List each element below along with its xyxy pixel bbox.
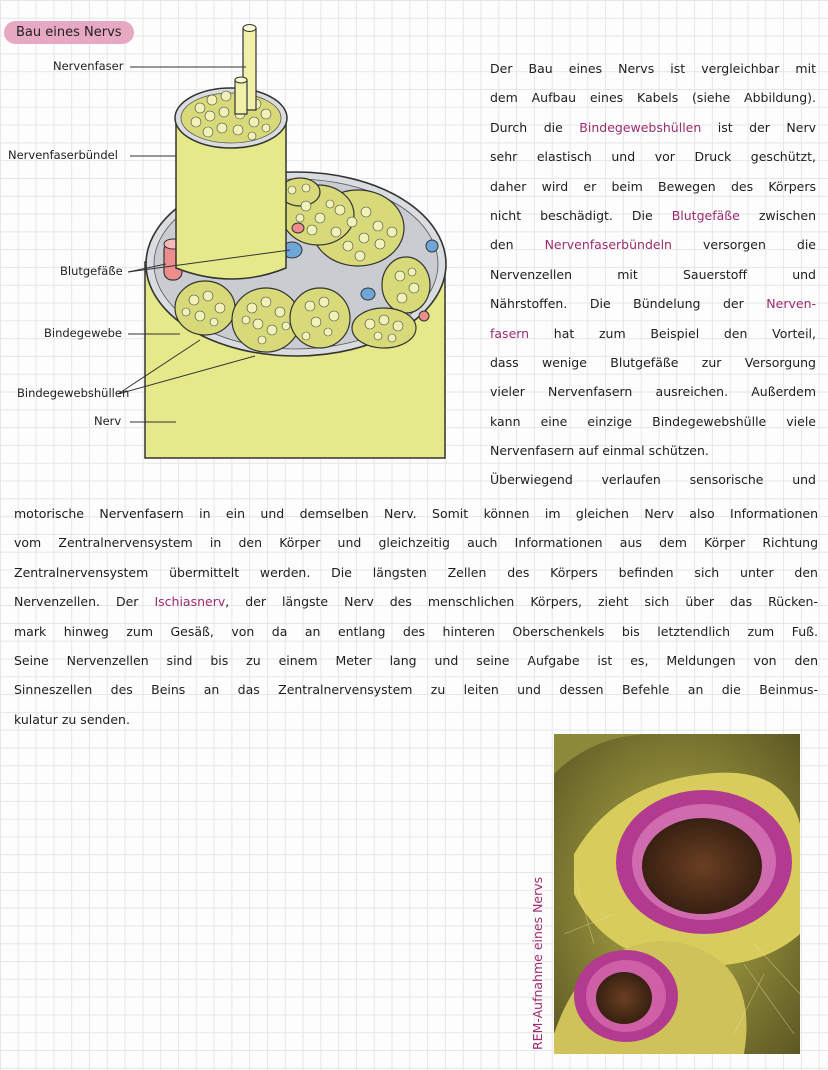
text-line: Der Bau eines Nervs ist vergleichbar mit	[490, 61, 816, 76]
label-nervenfaser: Nervenfaser	[53, 59, 124, 73]
paragraph-full	[14, 499, 818, 734]
text-line: Durch die Bindegewebshüllen ist der Nerv	[490, 119, 816, 135]
text-line: Nervenzellen. Der Ischiasnerv, der längste Nerv des menschlichen Körpers, zieht sich über das Rücken-	[14, 594, 818, 610]
label-blutgefaesse: Blutgefäße	[60, 264, 123, 278]
text-line: Überwiegend verlaufen sensorische und	[490, 472, 816, 488]
text-line: vieler Nervenfasern ausreichen. Außerdem	[490, 384, 816, 400]
text-line: Seine Nervenzellen sind bis zu einem Meter lang und seine Aufgabe ist es, Meldungen von den	[14, 652, 818, 668]
text-line: Nervenfasern auf einmal schützen.	[490, 443, 709, 459]
label-bindegewebshuellen: Bindegewebshüllen	[17, 386, 130, 400]
text-line: fasern hat zum Beispiel den Vorteil,	[490, 325, 816, 341]
label-nervenfaserbuendel: Nervenfaserbündel	[8, 148, 118, 162]
text-line: kann eine einzige Bindegewebshülle viele	[490, 413, 816, 429]
highlight-term: fasern	[490, 325, 530, 341]
text-line: Nervenzellen mit Sauerstoff und	[490, 266, 816, 282]
highlight-term: Nervenfaserbündeln	[544, 237, 672, 253]
text-line: dass wenige Blutgefäße zur Versorgung	[490, 354, 816, 370]
text-line: vom Zentralnervensystem in den Körper und gleichzeitig auch Informationen aus dem Körper Richtung	[14, 535, 818, 551]
text-line: Nährstoffen. Die Bündelung der Nerven-	[490, 296, 816, 312]
text-line: nicht beschädigt. Die Blutgefäße zwischen	[490, 207, 816, 223]
photo-caption: REM-Aufnahme eines Nervs	[530, 876, 545, 1050]
text-line: dem Aufbau eines Kabels (siehe Abbildung).	[490, 90, 816, 106]
text-line: daher wird er beim Bewegen des Körpers	[490, 178, 816, 194]
label-nerv: Nerv	[94, 414, 122, 428]
highlight-term: Ischiasnerv	[154, 594, 226, 610]
highlight-term: Blutgefäße	[671, 207, 740, 223]
text-line: mark hinweg zum Gesäß, von da an entlang des hinteren Oberschenkels bis letztendlich zum Fuß.	[14, 623, 818, 639]
highlight-term: Nerven-	[766, 296, 816, 312]
text-line: Sinneszellen des Beins an das Zentralnervensystem zu leiten und dessen Befehle an die Beinmus-	[14, 682, 818, 698]
sem-photo	[554, 734, 800, 1054]
text-line: kulatur zu senden.	[14, 711, 130, 727]
text-line: motorische Nervenfasern in ein und demselben Nerv. Somit können im gleichen Nerv also Informationen	[14, 506, 818, 521]
paragraph-right	[490, 54, 816, 495]
label-bindegewebe: Bindegewebe	[44, 326, 122, 340]
text-line: sehr elastisch und vor Druck geschützt,	[490, 149, 816, 165]
highlight-term: Bindegewebshüllen	[579, 119, 702, 135]
text-line: den Nervenfaserbündeln versorgen die	[490, 237, 816, 253]
single-fibers	[235, 25, 256, 115]
page-title: Bau eines Nervs	[4, 21, 134, 44]
text-line: Zentralnervensystem übermittelt werden. Die längsten Zellen des Körpers befinden sich unter den	[14, 564, 818, 580]
